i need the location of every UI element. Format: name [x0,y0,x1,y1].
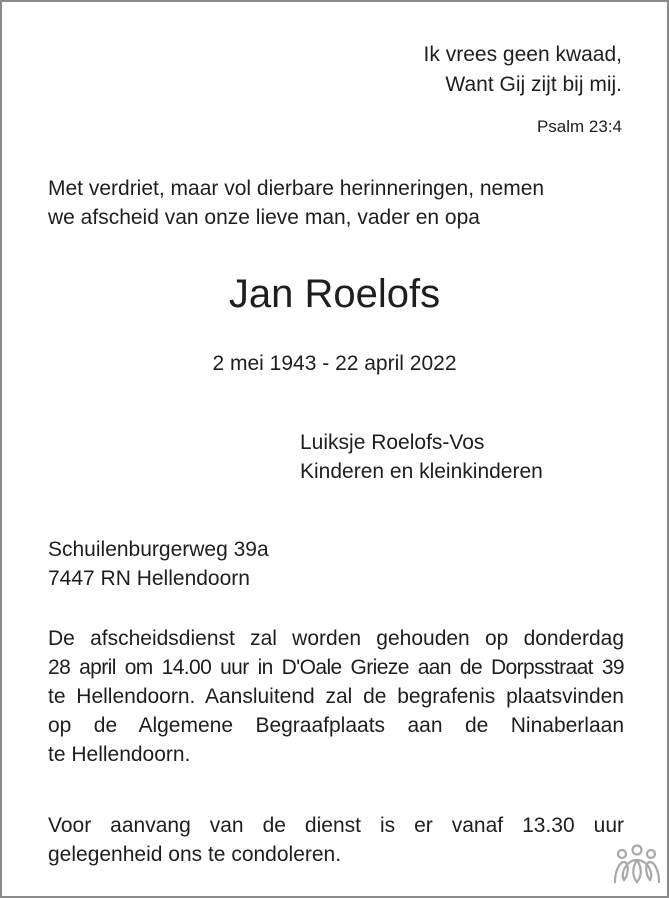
service-line: De afscheidsdienst zal worden gehouden op donderdag [48,627,624,650]
address-line: 7447 RN Hellendoorn [48,567,250,590]
condolence-text [48,811,624,869]
verse-line: Ik vrees geen kwaad, [423,43,622,66]
family-line: Luiksje Roelofs-Vos [300,431,485,454]
verse-reference: Psalm 23:4 [536,117,622,136]
family-line: Kinderen en kleinkinderen [300,460,543,483]
service-line: op de Algemene Begraafplaats aan de Ninaberlaan [48,714,624,737]
intro-line: we afscheid van onze lieve man, vader en opa [48,206,480,229]
condolence-line: gelegenheid ons te condoleren. [48,843,342,866]
service-text [48,624,624,769]
verse-line: Want Gij zijt bij mij. [445,73,622,96]
service-line: te Hellendoorn. Aansluitend zal de begrafenis plaatsvinden [48,685,624,708]
life-dates: 2 mei 1943 - 22 april 2022 [212,352,457,375]
intro-line: Met verdriet, maar vol dierbare herinneringen, nemen [48,177,545,200]
service-line: 28 april om 14.00 uur in D'Oale Grieze aan de Dorpsstraat 39 [48,656,624,679]
deceased-name: Jan Roelofs [228,272,441,316]
people-group-icon [612,844,662,886]
address-line: Schuilenburgerweg 39a [48,538,269,561]
service-line: te Hellendoorn. [48,743,191,766]
condolence-line: Voor aanvang van de dienst is er vanaf 13.30 uur [48,814,624,837]
